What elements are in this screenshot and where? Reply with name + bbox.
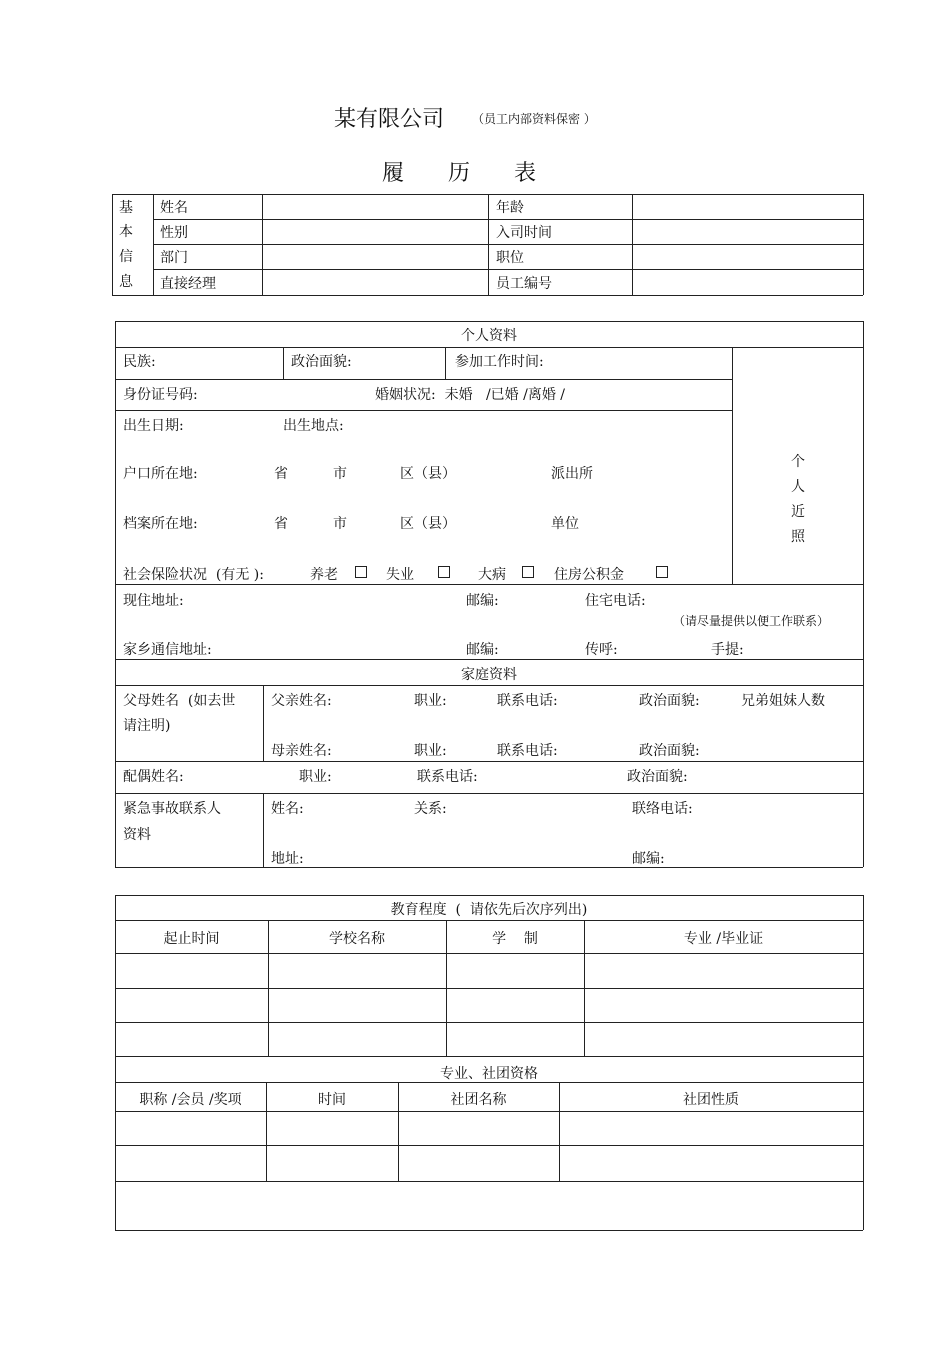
edu-header-major: 专业 /毕业证: [683, 931, 764, 947]
label-unemployment: 失业: [386, 567, 414, 583]
label-mobile: 手提:: [711, 642, 744, 658]
label-job: 职业:: [299, 769, 332, 785]
label-phone: 联系电话:: [497, 743, 558, 759]
qual-header-society: 社团名称: [450, 1092, 507, 1108]
label-ethnicity: 民族:: [123, 354, 156, 370]
label-political: 政治面貌:: [639, 743, 700, 759]
label-city: 市: [333, 466, 347, 482]
position-field[interactable]: [633, 245, 863, 269]
label-contact-address: 地址:: [271, 851, 304, 867]
label-father-name: 父亲姓名:: [271, 693, 332, 709]
label-political: 政治面貌:: [627, 769, 688, 785]
label-parents: 父母姓名 (如去世: [123, 693, 236, 709]
personal-section-title: 个人资料: [461, 328, 517, 344]
label-unit: 单位: [551, 516, 579, 532]
label-postcode: 邮编:: [632, 851, 665, 867]
label-department: 部门: [160, 250, 188, 266]
basic-side-char: 基: [119, 200, 133, 216]
label-housing-fund: 住房公积金: [554, 567, 624, 583]
label-direct-manager: 直接经理: [160, 276, 216, 292]
label-emergency-contact-info: 资料: [123, 827, 151, 843]
contact-note: （请尽量提供以便工作联系）: [673, 614, 830, 628]
label-employee-id: 员工编号: [496, 276, 552, 292]
label-district: 区（县）: [400, 516, 456, 532]
label-name: 姓名: [160, 200, 188, 216]
label-gender: 性别: [160, 225, 188, 241]
qual-header-title: 职称 /会员 /奖项: [139, 1092, 242, 1108]
employee-id-field[interactable]: [633, 270, 863, 295]
label-birth-place: 出生地点:: [283, 418, 344, 434]
label-illness: 大病: [478, 567, 506, 583]
qualification-section-title: 专业、社团资格: [440, 1066, 538, 1082]
company-name: 某有限公司: [334, 107, 445, 132]
basic-side-char: 信: [119, 249, 133, 265]
basic-side-char: 本: [119, 224, 133, 240]
label-police-station: 派出所: [551, 466, 593, 482]
basic-side-char: 息: [119, 274, 133, 290]
label-district: 区（县）: [400, 466, 456, 482]
label-relation: 关系:: [414, 801, 447, 817]
label-province: 省: [274, 466, 288, 482]
label-job: 职业:: [414, 743, 447, 759]
label-hukou: 户口所在地:: [123, 466, 198, 482]
department-field[interactable]: [263, 245, 488, 269]
label-work-start: 参加工作时间:: [455, 354, 544, 370]
gender-field[interactable]: [263, 220, 488, 244]
form-title: 履 历 表: [382, 161, 546, 186]
label-social-insurance: 社会保险状况 (有无 ):: [123, 567, 264, 583]
label-political: 政治面貌:: [639, 693, 700, 709]
photo-area-char: 个: [791, 454, 805, 470]
qual-header-nature: 社团性质: [683, 1092, 739, 1108]
edu-header-school: 学校名称: [329, 931, 385, 947]
label-position: 职位: [496, 250, 524, 266]
label-birth-date: 出生日期:: [123, 418, 184, 434]
confidential-note: （员工内部资料保密 ）: [472, 112, 596, 126]
label-age: 年龄: [496, 200, 524, 216]
label-join-date: 入司时间: [496, 225, 552, 241]
join-date-field[interactable]: [633, 220, 863, 244]
label-parents-note: 请注明): [123, 718, 171, 734]
label-home-phone: 住宅电话:: [585, 593, 646, 609]
housing-fund-checkbox[interactable]: [656, 566, 668, 578]
education-section-title: 教育程度 ( 请依先后次序列出): [390, 902, 588, 918]
label-spouse-name: 配偶姓名:: [123, 769, 184, 785]
pension-checkbox[interactable]: [355, 566, 367, 578]
label-contact-name: 姓名:: [271, 801, 304, 817]
label-emergency-contact: 紧急事故联系人: [123, 801, 221, 817]
label-political: 政治面貌:: [291, 354, 352, 370]
age-field[interactable]: [633, 195, 863, 219]
label-postcode: 邮编:: [466, 642, 499, 658]
label-city: 市: [333, 516, 347, 532]
label-marital-status: 婚姻状况: 未婚 /已婚 /离婚 /: [375, 387, 566, 403]
edu-header-duration: 学 制: [492, 931, 538, 947]
label-job: 职业:: [414, 693, 447, 709]
label-contact-phone: 联络电话:: [632, 801, 693, 817]
label-phone: 联系电话:: [497, 693, 558, 709]
label-id-number: 身份证号码:: [123, 387, 198, 403]
name-field[interactable]: [263, 195, 488, 219]
edu-header-period: 起止时间: [163, 931, 220, 947]
label-province: 省: [274, 516, 288, 532]
label-postcode: 邮编:: [466, 593, 499, 609]
label-current-address: 现住地址:: [123, 593, 184, 609]
label-pager: 传呼:: [585, 642, 618, 658]
family-section-title: 家庭资料: [461, 667, 517, 683]
unemployment-checkbox[interactable]: [438, 566, 450, 578]
label-mother-name: 母亲姓名:: [271, 743, 332, 759]
label-home-address: 家乡通信地址:: [123, 642, 212, 658]
label-phone: 联系电话:: [417, 769, 478, 785]
illness-checkbox[interactable]: [522, 566, 534, 578]
label-siblings: 兄弟姐妹人数: [741, 693, 825, 709]
manager-field[interactable]: [263, 270, 488, 295]
label-archive: 档案所在地:: [123, 516, 198, 532]
qual-header-time: 时间: [318, 1092, 346, 1108]
photo-area-char: 照: [791, 529, 805, 545]
photo-area-char: 人: [791, 479, 805, 495]
label-pension: 养老: [310, 567, 338, 583]
photo-area-char: 近: [791, 504, 805, 520]
